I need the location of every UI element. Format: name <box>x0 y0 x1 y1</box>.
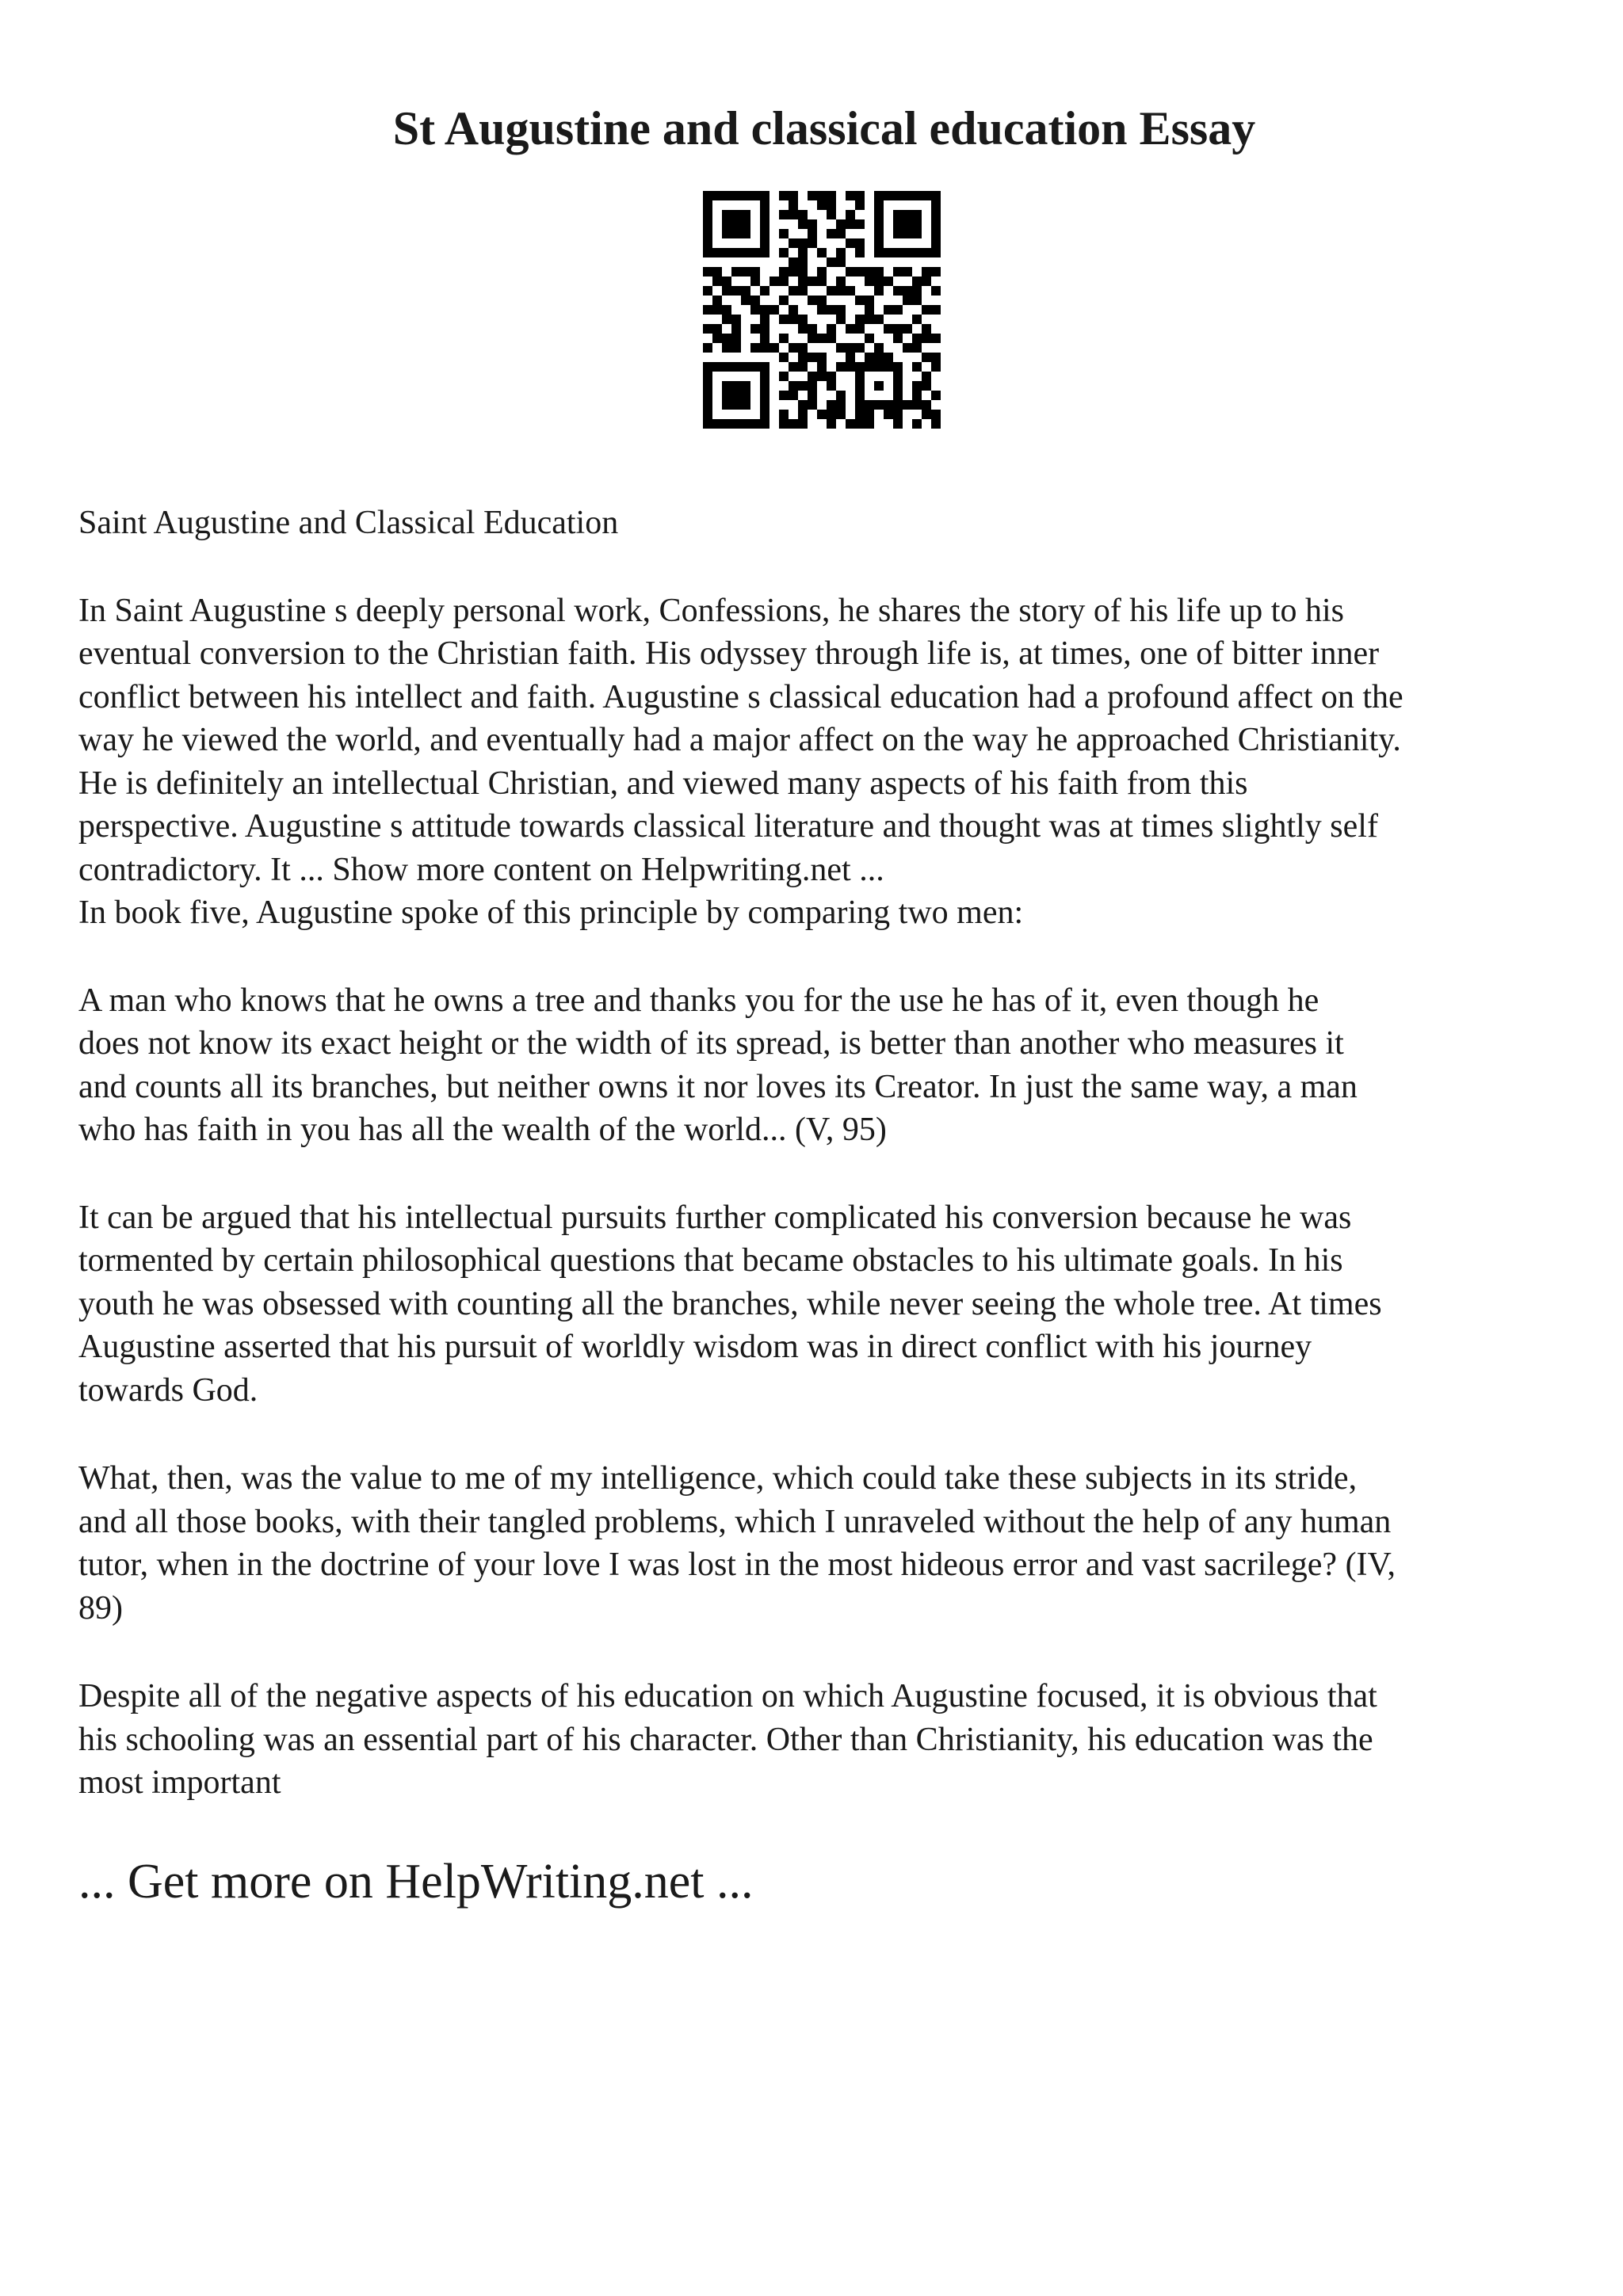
paragraph-book-five: In book five, Augustine spoke of this principle by comparing two men: <box>78 894 1024 931</box>
paragraph-conclusion: Despite all of the negative aspects of his education on which Augustine focused, it is obvious that his schooling was an essential part of his character. Other than Christianity, his education was the most important <box>78 1678 1377 1801</box>
document-body <box>78 502 1568 1805</box>
get-more-link[interactable]: ... Get more on HelpWriting.net ... <box>78 1855 754 1909</box>
document-title: St Augustine and classical education Essay <box>392 102 1256 154</box>
qr-code-icon[interactable] <box>703 191 941 429</box>
quote-tree: A man who knows that he owns a tree and thanks you for the use he has of it, even though he does not know its exact height or the width of its spread, is better than another who measures it and counts all its branches, but neither owns it nor loves its Creator. In just the same way, a man who has faith in you has all the wealth of the world... (V, 95) <box>78 982 1358 1148</box>
paragraph-intro: In Saint Augustine s deeply personal work, Confessions, he shares the story of his life up to his eventual conversion to the Christian faith. His odyssey through life is, at times, one of bitter inner conflict between his intellect and faith. Augustine s classical education had a profound affect on the way he viewed the world, and eventually had a major affect on the way he approached Christianity. He is definitely an intellectual Christian, and viewed many aspects of his faith from this perspective. Augustine s attitude towards classical literature and thought was at times slightly self contradictory. It ... Show more content on Helpwriting.net ... <box>78 592 1403 888</box>
quote-intelligence: What, then, was the value to me of my intelligence, which could take these subjects in its stride, and all those books, with their tangled problems, which I unraveled without the help of any human tutor, when in the doctrine of your love I was lost in the most hideous error and vast sacrilege? (IV, 89) <box>78 1460 1396 1627</box>
document-subtitle: Saint Augustine and Classical Education <box>78 505 619 541</box>
paragraph-intellectual-pursuits: It can be argued that his intellectual pursuits further complicated his conversion because he was tormented by certain philosophical questions that became obstacles to his ultimate goals. In his youth he was obsessed with counting all the branches, while never seeing the whole tree. At times Augustine asserted that his pursuit of worldly wisdom was in direct conflict with his journey towards God. <box>78 1199 1382 1409</box>
